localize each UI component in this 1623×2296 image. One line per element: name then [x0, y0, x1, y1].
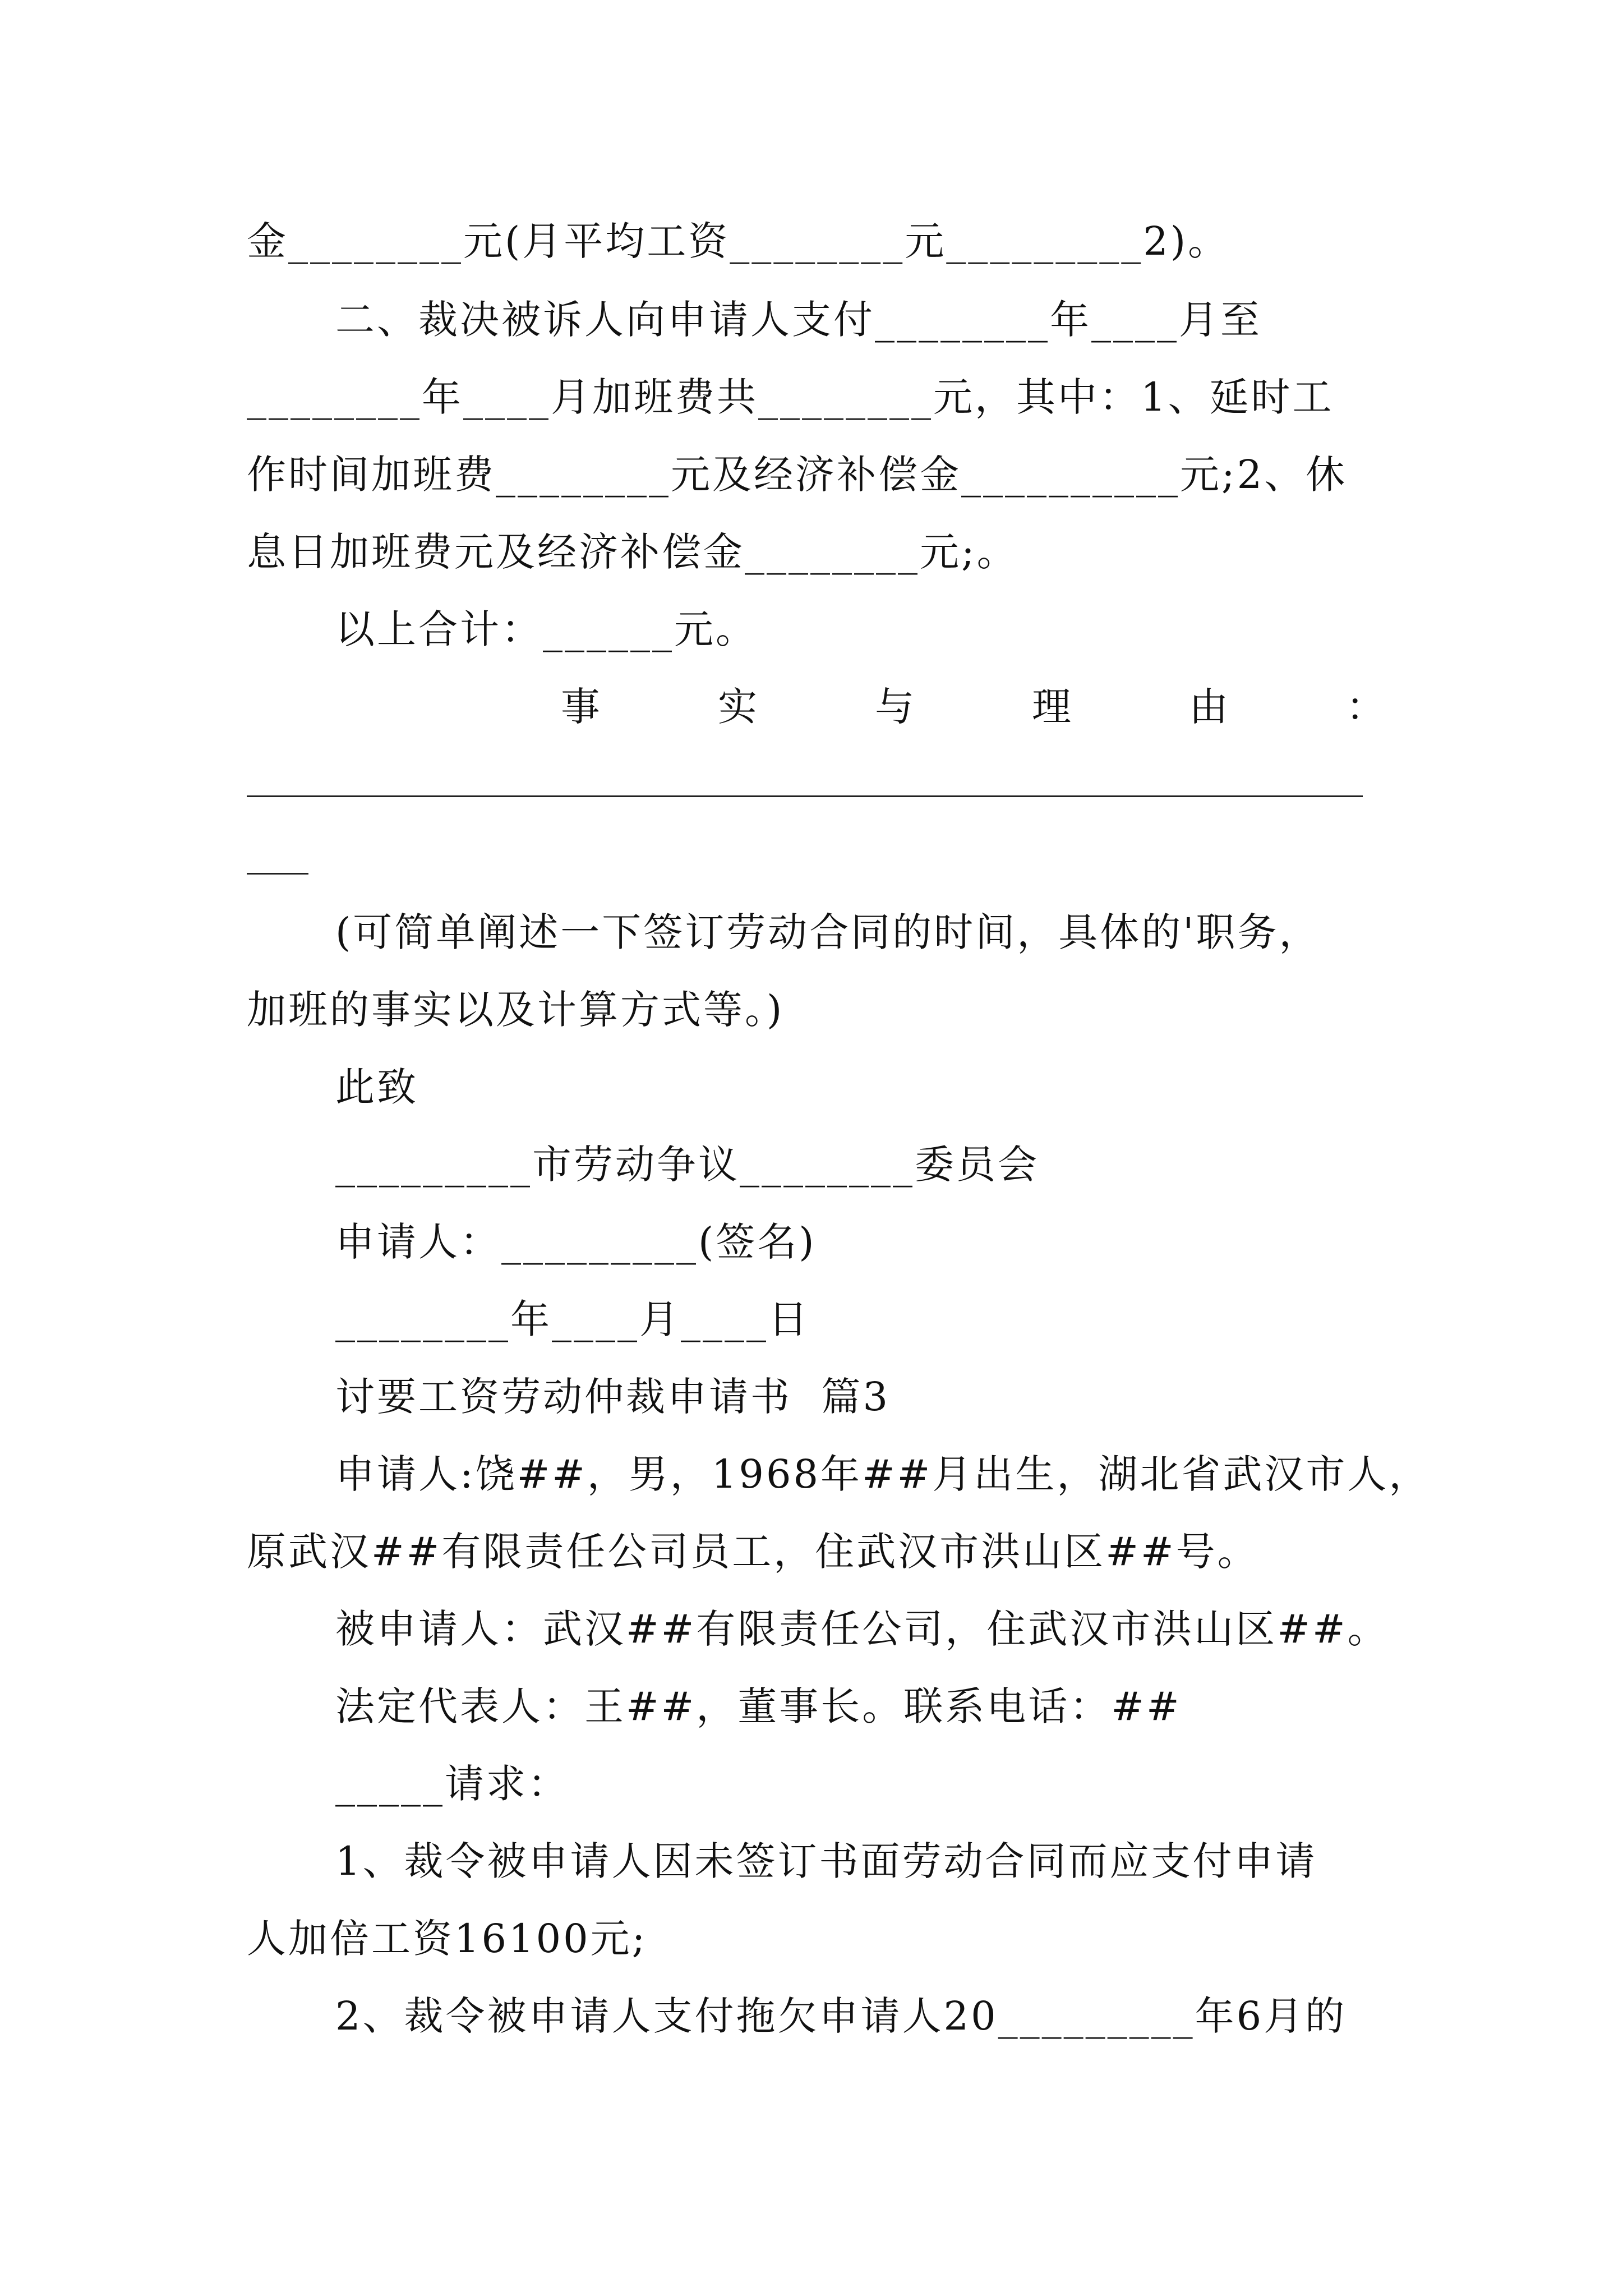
heading-char: 由	[1189, 684, 1228, 730]
total-line: 以上合计：______元。	[335, 606, 757, 652]
text-line: (可简单阐述一下签订劳动合同的时间，具体的'职务，	[335, 909, 1321, 955]
signature-line: 申请人：_________(签名)	[335, 1219, 817, 1265]
heading-char: ：	[1346, 684, 1385, 730]
heading-char: 与	[875, 684, 914, 730]
fill-in-rule	[247, 795, 1363, 797]
text-line: 金________元(月平均工资________元_________2)。	[247, 218, 1230, 264]
text-line: 人加倍工资16100元;	[247, 1916, 648, 1962]
date-line: ________年____月____日	[335, 1296, 810, 1342]
text-line: 2、裁令被申请人支付拖欠申请人20_________年6月的	[335, 1993, 1347, 2039]
text-line: 被申请人：武汉##有限责任公司，住武汉市洪山区##。	[335, 1606, 1389, 1652]
text-line: 法定代表人：王##，董事长。联系电话：##	[335, 1683, 1182, 1729]
text-line: 作时间加班费________元及经济补偿金__________元;2、休	[247, 452, 1348, 498]
text-line: 申请人:饶##，男，1968年##月出生，湖北省武汉市人，	[335, 1451, 1431, 1497]
facts-reasons-heading	[247, 679, 1385, 735]
text-line: 息日加班费元及经济补偿金________元;。	[247, 529, 1018, 575]
text-line: ________年____月加班费共________元，其中：1、延时工	[247, 374, 1334, 420]
text-line: _____请求：	[335, 1761, 569, 1807]
heading-char: 实	[718, 684, 757, 730]
salutation: 此致	[335, 1064, 418, 1110]
text-line: 加班的事实以及计算方式等。)	[247, 987, 785, 1033]
heading-char: 事	[561, 684, 600, 730]
recipient-line: _________市劳动争议________委员会	[335, 1142, 1039, 1188]
text-line: 二、裁决被诉人向申请人支付________年____月至	[335, 297, 1262, 343]
section-title: 讨要工资劳动仲裁申请书 篇3	[335, 1374, 891, 1420]
text-line: 原武汉##有限责任公司员工，住武汉市洪山区##号。	[247, 1529, 1259, 1575]
text-line: 1、裁令被申请人因未签订书面劳动合同而应支付申请	[335, 1838, 1317, 1884]
heading-char: 理	[1032, 684, 1071, 730]
fill-in-rule-short	[247, 873, 308, 875]
